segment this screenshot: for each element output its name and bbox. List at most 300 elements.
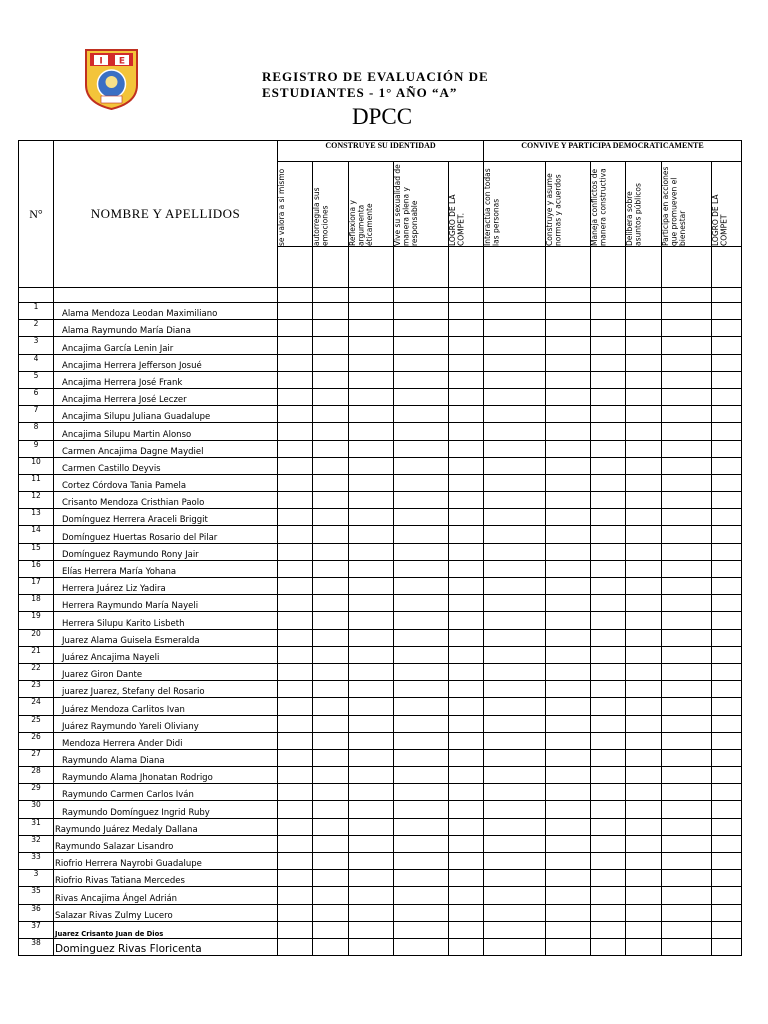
grade-cell[interactable] xyxy=(349,560,394,577)
grade-cell[interactable] xyxy=(484,767,546,784)
grade-cell[interactable] xyxy=(349,629,394,646)
grade-cell[interactable] xyxy=(313,629,349,646)
grade-cell[interactable] xyxy=(394,509,449,526)
grade-cell[interactable] xyxy=(349,406,394,423)
grade-cell[interactable] xyxy=(484,440,546,457)
grade-cell[interactable] xyxy=(449,646,484,663)
grade-cell[interactable] xyxy=(394,646,449,663)
grade-cell[interactable] xyxy=(484,457,546,474)
grade-cell[interactable] xyxy=(484,818,546,835)
grade-cell[interactable] xyxy=(394,818,449,835)
grade-cell[interactable] xyxy=(349,578,394,595)
grade-cell[interactable] xyxy=(712,818,742,835)
grade-cell[interactable] xyxy=(278,543,313,560)
grade-cell[interactable] xyxy=(484,388,546,405)
grade-cell[interactable] xyxy=(484,371,546,388)
grade-cell[interactable] xyxy=(712,406,742,423)
grade-cell[interactable] xyxy=(546,835,591,852)
grade-cell[interactable] xyxy=(278,853,313,870)
grade-cell[interactable] xyxy=(712,904,742,921)
grade-cell[interactable] xyxy=(626,303,662,320)
grade-cell[interactable] xyxy=(546,406,591,423)
grade-cell[interactable] xyxy=(449,715,484,732)
grade-cell[interactable] xyxy=(662,354,712,371)
grade-cell[interactable] xyxy=(278,887,313,904)
grade-cell[interactable] xyxy=(546,337,591,354)
grade-cell[interactable] xyxy=(394,595,449,612)
grade-cell[interactable] xyxy=(349,371,394,388)
grade-cell[interactable] xyxy=(662,595,712,612)
grade-cell[interactable] xyxy=(484,629,546,646)
grade-cell[interactable] xyxy=(394,440,449,457)
grade-cell[interactable] xyxy=(626,663,662,680)
grade-cell[interactable] xyxy=(449,801,484,818)
grade-cell[interactable] xyxy=(278,526,313,543)
grade-cell[interactable] xyxy=(278,835,313,852)
grade-cell[interactable] xyxy=(662,388,712,405)
grade-cell[interactable] xyxy=(278,646,313,663)
grade-cell[interactable] xyxy=(449,303,484,320)
grade-cell[interactable] xyxy=(313,698,349,715)
grade-cell[interactable] xyxy=(349,492,394,509)
grade-cell[interactable] xyxy=(278,303,313,320)
grade-cell[interactable] xyxy=(278,492,313,509)
grade-cell[interactable] xyxy=(626,474,662,491)
grade-cell[interactable] xyxy=(394,406,449,423)
grade-cell[interactable] xyxy=(546,543,591,560)
grade-cell[interactable] xyxy=(712,629,742,646)
grade-cell[interactable] xyxy=(278,457,313,474)
grade-cell[interactable] xyxy=(313,887,349,904)
grade-cell[interactable] xyxy=(546,784,591,801)
grade-cell[interactable] xyxy=(546,354,591,371)
grade-cell[interactable] xyxy=(712,320,742,337)
grade-cell[interactable] xyxy=(626,492,662,509)
grade-cell[interactable] xyxy=(591,921,626,938)
grade-cell[interactable] xyxy=(484,715,546,732)
grade-cell[interactable] xyxy=(484,320,546,337)
grade-cell[interactable] xyxy=(662,474,712,491)
grade-cell[interactable] xyxy=(662,681,712,698)
grade-cell[interactable] xyxy=(278,801,313,818)
grade-cell[interactable] xyxy=(626,698,662,715)
grade-cell[interactable] xyxy=(278,870,313,887)
grade-cell[interactable] xyxy=(591,457,626,474)
grade-cell[interactable] xyxy=(484,595,546,612)
grade-cell[interactable] xyxy=(313,303,349,320)
grade-cell[interactable] xyxy=(546,371,591,388)
grade-cell[interactable] xyxy=(484,612,546,629)
grade-cell[interactable] xyxy=(626,801,662,818)
grade-cell[interactable] xyxy=(591,526,626,543)
grade-cell[interactable] xyxy=(546,492,591,509)
grade-cell[interactable] xyxy=(626,320,662,337)
grade-cell[interactable] xyxy=(712,870,742,887)
grade-cell[interactable] xyxy=(278,612,313,629)
grade-cell[interactable] xyxy=(546,663,591,680)
grade-cell[interactable] xyxy=(394,560,449,577)
grade-cell[interactable] xyxy=(484,509,546,526)
grade-cell[interactable] xyxy=(591,423,626,440)
grade-cell[interactable] xyxy=(484,749,546,766)
grade-cell[interactable] xyxy=(662,921,712,938)
grade-cell[interactable] xyxy=(349,784,394,801)
grade-cell[interactable] xyxy=(484,560,546,577)
grade-cell[interactable] xyxy=(546,595,591,612)
grade-cell[interactable] xyxy=(591,887,626,904)
grade-cell[interactable] xyxy=(349,853,394,870)
grade-cell[interactable] xyxy=(712,681,742,698)
grade-cell[interactable] xyxy=(626,406,662,423)
grade-cell[interactable] xyxy=(313,646,349,663)
grade-cell[interactable] xyxy=(349,595,394,612)
grade-cell[interactable] xyxy=(449,423,484,440)
grade-cell[interactable] xyxy=(626,732,662,749)
grade-cell[interactable] xyxy=(662,406,712,423)
grade-cell[interactable] xyxy=(484,337,546,354)
grade-cell[interactable] xyxy=(546,629,591,646)
grade-cell[interactable] xyxy=(313,560,349,577)
grade-cell[interactable] xyxy=(394,870,449,887)
grade-cell[interactable] xyxy=(662,440,712,457)
grade-cell[interactable] xyxy=(313,853,349,870)
grade-cell[interactable] xyxy=(484,303,546,320)
grade-cell[interactable] xyxy=(662,526,712,543)
grade-cell[interactable] xyxy=(546,560,591,577)
grade-cell[interactable] xyxy=(313,526,349,543)
grade-cell[interactable] xyxy=(313,938,349,955)
grade-cell[interactable] xyxy=(712,543,742,560)
grade-cell[interactable] xyxy=(546,440,591,457)
grade-cell[interactable] xyxy=(313,835,349,852)
grade-cell[interactable] xyxy=(626,595,662,612)
grade-cell[interactable] xyxy=(662,732,712,749)
grade-cell[interactable] xyxy=(591,801,626,818)
grade-cell[interactable] xyxy=(712,457,742,474)
grade-cell[interactable] xyxy=(278,629,313,646)
grade-cell[interactable] xyxy=(394,921,449,938)
grade-cell[interactable] xyxy=(662,749,712,766)
grade-cell[interactable] xyxy=(662,423,712,440)
grade-cell[interactable] xyxy=(662,767,712,784)
grade-cell[interactable] xyxy=(546,509,591,526)
grade-cell[interactable] xyxy=(449,578,484,595)
grade-cell[interactable] xyxy=(591,681,626,698)
grade-cell[interactable] xyxy=(712,612,742,629)
grade-cell[interactable] xyxy=(484,732,546,749)
grade-cell[interactable] xyxy=(712,354,742,371)
grade-cell[interactable] xyxy=(313,767,349,784)
grade-cell[interactable] xyxy=(626,921,662,938)
grade-cell[interactable] xyxy=(712,732,742,749)
grade-cell[interactable] xyxy=(546,732,591,749)
grade-cell[interactable] xyxy=(591,732,626,749)
grade-cell[interactable] xyxy=(591,337,626,354)
grade-cell[interactable] xyxy=(591,303,626,320)
grade-cell[interactable] xyxy=(626,870,662,887)
grade-cell[interactable] xyxy=(313,440,349,457)
grade-cell[interactable] xyxy=(484,835,546,852)
grade-cell[interactable] xyxy=(484,801,546,818)
grade-cell[interactable] xyxy=(712,853,742,870)
grade-cell[interactable] xyxy=(546,887,591,904)
grade-cell[interactable] xyxy=(394,337,449,354)
grade-cell[interactable] xyxy=(591,543,626,560)
grade-cell[interactable] xyxy=(449,887,484,904)
grade-cell[interactable] xyxy=(349,835,394,852)
grade-cell[interactable] xyxy=(546,457,591,474)
grade-cell[interactable] xyxy=(484,663,546,680)
grade-cell[interactable] xyxy=(546,870,591,887)
grade-cell[interactable] xyxy=(662,801,712,818)
grade-cell[interactable] xyxy=(591,715,626,732)
grade-cell[interactable] xyxy=(591,749,626,766)
grade-cell[interactable] xyxy=(394,457,449,474)
grade-cell[interactable] xyxy=(591,474,626,491)
grade-cell[interactable] xyxy=(449,388,484,405)
grade-cell[interactable] xyxy=(662,663,712,680)
grade-cell[interactable] xyxy=(349,337,394,354)
grade-cell[interactable] xyxy=(546,303,591,320)
grade-cell[interactable] xyxy=(349,904,394,921)
grade-cell[interactable] xyxy=(349,388,394,405)
grade-cell[interactable] xyxy=(278,406,313,423)
grade-cell[interactable] xyxy=(278,320,313,337)
grade-cell[interactable] xyxy=(349,474,394,491)
grade-cell[interactable] xyxy=(626,543,662,560)
grade-cell[interactable] xyxy=(313,904,349,921)
grade-cell[interactable] xyxy=(484,938,546,955)
grade-cell[interactable] xyxy=(278,560,313,577)
grade-cell[interactable] xyxy=(591,853,626,870)
grade-cell[interactable] xyxy=(484,870,546,887)
grade-cell[interactable] xyxy=(712,371,742,388)
grade-cell[interactable] xyxy=(313,732,349,749)
grade-cell[interactable] xyxy=(546,646,591,663)
grade-cell[interactable] xyxy=(591,509,626,526)
grade-cell[interactable] xyxy=(546,388,591,405)
grade-cell[interactable] xyxy=(349,732,394,749)
grade-cell[interactable] xyxy=(626,767,662,784)
grade-cell[interactable] xyxy=(394,904,449,921)
grade-cell[interactable] xyxy=(484,354,546,371)
grade-cell[interactable] xyxy=(449,681,484,698)
grade-cell[interactable] xyxy=(313,715,349,732)
grade-cell[interactable] xyxy=(394,801,449,818)
grade-cell[interactable] xyxy=(626,526,662,543)
grade-cell[interactable] xyxy=(662,543,712,560)
grade-cell[interactable] xyxy=(394,354,449,371)
grade-cell[interactable] xyxy=(626,629,662,646)
grade-cell[interactable] xyxy=(662,870,712,887)
grade-cell[interactable] xyxy=(278,732,313,749)
grade-cell[interactable] xyxy=(449,526,484,543)
grade-cell[interactable] xyxy=(278,938,313,955)
grade-cell[interactable] xyxy=(313,492,349,509)
grade-cell[interactable] xyxy=(546,423,591,440)
grade-cell[interactable] xyxy=(484,526,546,543)
grade-cell[interactable] xyxy=(591,870,626,887)
grade-cell[interactable] xyxy=(313,801,349,818)
grade-cell[interactable] xyxy=(349,715,394,732)
grade-cell[interactable] xyxy=(449,440,484,457)
grade-cell[interactable] xyxy=(349,663,394,680)
grade-cell[interactable] xyxy=(484,578,546,595)
grade-cell[interactable] xyxy=(394,938,449,955)
grade-cell[interactable] xyxy=(591,320,626,337)
grade-cell[interactable] xyxy=(313,320,349,337)
grade-cell[interactable] xyxy=(662,629,712,646)
grade-cell[interactable] xyxy=(484,681,546,698)
grade-cell[interactable] xyxy=(546,938,591,955)
grade-cell[interactable] xyxy=(313,509,349,526)
grade-cell[interactable] xyxy=(626,938,662,955)
grade-cell[interactable] xyxy=(349,423,394,440)
grade-cell[interactable] xyxy=(546,681,591,698)
grade-cell[interactable] xyxy=(449,767,484,784)
grade-cell[interactable] xyxy=(626,457,662,474)
grade-cell[interactable] xyxy=(313,354,349,371)
grade-cell[interactable] xyxy=(394,629,449,646)
grade-cell[interactable] xyxy=(591,595,626,612)
grade-cell[interactable] xyxy=(662,337,712,354)
grade-cell[interactable] xyxy=(591,663,626,680)
grade-cell[interactable] xyxy=(278,698,313,715)
grade-cell[interactable] xyxy=(712,423,742,440)
grade-cell[interactable] xyxy=(349,870,394,887)
grade-cell[interactable] xyxy=(626,749,662,766)
grade-cell[interactable] xyxy=(591,835,626,852)
grade-cell[interactable] xyxy=(278,440,313,457)
grade-cell[interactable] xyxy=(484,921,546,938)
grade-cell[interactable] xyxy=(662,320,712,337)
grade-cell[interactable] xyxy=(449,354,484,371)
grade-cell[interactable] xyxy=(278,715,313,732)
grade-cell[interactable] xyxy=(662,371,712,388)
grade-cell[interactable] xyxy=(349,887,394,904)
grade-cell[interactable] xyxy=(662,646,712,663)
grade-cell[interactable] xyxy=(626,715,662,732)
grade-cell[interactable] xyxy=(712,337,742,354)
grade-cell[interactable] xyxy=(546,801,591,818)
grade-cell[interactable] xyxy=(662,887,712,904)
grade-cell[interactable] xyxy=(626,904,662,921)
grade-cell[interactable] xyxy=(349,509,394,526)
grade-cell[interactable] xyxy=(712,698,742,715)
grade-cell[interactable] xyxy=(662,509,712,526)
grade-cell[interactable] xyxy=(484,887,546,904)
grade-cell[interactable] xyxy=(278,371,313,388)
grade-cell[interactable] xyxy=(449,732,484,749)
grade-cell[interactable] xyxy=(662,904,712,921)
grade-cell[interactable] xyxy=(591,371,626,388)
grade-cell[interactable] xyxy=(484,474,546,491)
grade-cell[interactable] xyxy=(591,629,626,646)
grade-cell[interactable] xyxy=(546,526,591,543)
grade-cell[interactable] xyxy=(394,698,449,715)
grade-cell[interactable] xyxy=(626,818,662,835)
grade-cell[interactable] xyxy=(449,457,484,474)
grade-cell[interactable] xyxy=(662,560,712,577)
grade-cell[interactable] xyxy=(591,560,626,577)
grade-cell[interactable] xyxy=(313,543,349,560)
grade-cell[interactable] xyxy=(394,388,449,405)
grade-cell[interactable] xyxy=(349,818,394,835)
grade-cell[interactable] xyxy=(546,904,591,921)
grade-cell[interactable] xyxy=(712,578,742,595)
grade-cell[interactable] xyxy=(394,320,449,337)
grade-cell[interactable] xyxy=(591,646,626,663)
grade-cell[interactable] xyxy=(712,938,742,955)
grade-cell[interactable] xyxy=(394,423,449,440)
grade-cell[interactable] xyxy=(546,474,591,491)
grade-cell[interactable] xyxy=(591,578,626,595)
grade-cell[interactable] xyxy=(394,543,449,560)
grade-cell[interactable] xyxy=(626,612,662,629)
grade-cell[interactable] xyxy=(712,887,742,904)
grade-cell[interactable] xyxy=(394,732,449,749)
grade-cell[interactable] xyxy=(484,543,546,560)
grade-cell[interactable] xyxy=(449,698,484,715)
grade-cell[interactable] xyxy=(662,578,712,595)
grade-cell[interactable] xyxy=(394,371,449,388)
grade-cell[interactable] xyxy=(712,492,742,509)
grade-cell[interactable] xyxy=(449,371,484,388)
grade-cell[interactable] xyxy=(394,474,449,491)
grade-cell[interactable] xyxy=(662,835,712,852)
grade-cell[interactable] xyxy=(546,320,591,337)
grade-cell[interactable] xyxy=(449,543,484,560)
grade-cell[interactable] xyxy=(394,303,449,320)
grade-cell[interactable] xyxy=(449,904,484,921)
grade-cell[interactable] xyxy=(449,663,484,680)
grade-cell[interactable] xyxy=(349,457,394,474)
grade-cell[interactable] xyxy=(712,303,742,320)
grade-cell[interactable] xyxy=(278,681,313,698)
grade-cell[interactable] xyxy=(449,629,484,646)
grade-cell[interactable] xyxy=(662,715,712,732)
grade-cell[interactable] xyxy=(449,784,484,801)
grade-cell[interactable] xyxy=(449,853,484,870)
grade-cell[interactable] xyxy=(662,938,712,955)
grade-cell[interactable] xyxy=(712,749,742,766)
grade-cell[interactable] xyxy=(591,938,626,955)
grade-cell[interactable] xyxy=(712,474,742,491)
grade-cell[interactable] xyxy=(278,354,313,371)
grade-cell[interactable] xyxy=(313,457,349,474)
grade-cell[interactable] xyxy=(349,646,394,663)
grade-cell[interactable] xyxy=(484,646,546,663)
grade-cell[interactable] xyxy=(626,853,662,870)
grade-cell[interactable] xyxy=(394,492,449,509)
grade-cell[interactable] xyxy=(449,509,484,526)
grade-cell[interactable] xyxy=(712,509,742,526)
grade-cell[interactable] xyxy=(278,749,313,766)
grade-cell[interactable] xyxy=(591,767,626,784)
grade-cell[interactable] xyxy=(278,921,313,938)
grade-cell[interactable] xyxy=(313,474,349,491)
grade-cell[interactable] xyxy=(712,388,742,405)
grade-cell[interactable] xyxy=(394,681,449,698)
grade-cell[interactable] xyxy=(394,578,449,595)
grade-cell[interactable] xyxy=(394,526,449,543)
grade-cell[interactable] xyxy=(278,509,313,526)
grade-cell[interactable] xyxy=(278,578,313,595)
grade-cell[interactable] xyxy=(662,784,712,801)
grade-cell[interactable] xyxy=(349,303,394,320)
grade-cell[interactable] xyxy=(626,371,662,388)
grade-cell[interactable] xyxy=(349,543,394,560)
